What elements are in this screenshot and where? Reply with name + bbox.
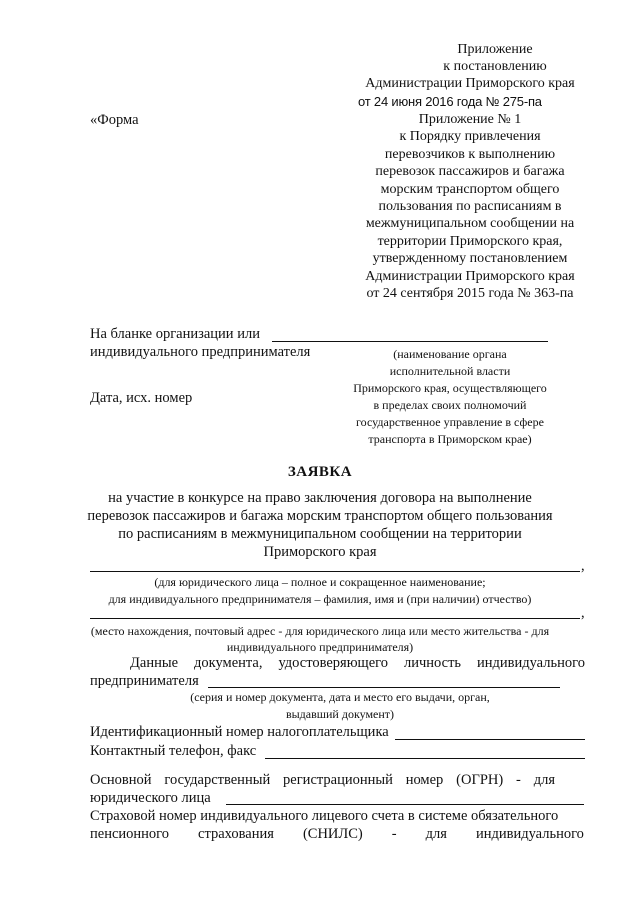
- id-doc-hint-2: выдавший документ): [285, 707, 395, 721]
- appendix-one-line: утвержденному постановлением: [372, 251, 568, 267]
- recipient-hint-line: в пределах своих полномочий: [373, 398, 527, 412]
- id-doc-label: предпринимателя: [90, 673, 199, 689]
- document-subtitle: [70, 489, 570, 561]
- appendix-one-line: морским транспортом общего: [380, 181, 560, 197]
- recipient-blank-line[interactable]: [272, 341, 548, 342]
- id-doc-hint-1: (серия и номер документа, дата и место его выдачи, орган,: [190, 690, 490, 704]
- appendix-one-line: межмуниципальном сообщении на: [365, 216, 575, 232]
- phone-line[interactable]: [265, 758, 585, 759]
- appendix-one-line: перевозок пассажиров и багажа: [375, 164, 565, 180]
- snils-label: Страховой номер индивидуального лицевого счета в системе обязательного: [90, 808, 559, 824]
- ogrn-label: юридического лица: [90, 790, 211, 806]
- appendix-one-line: территории Приморского края,: [377, 233, 563, 249]
- snils-word: индивидуального: [475, 826, 584, 842]
- subtitle-line: на участие в конкурсе на право заключения договора на выполнение: [108, 490, 532, 506]
- ogrn-word: государственный: [164, 772, 271, 788]
- address-hint-line-2: индивидуального предпринимателя): [226, 640, 414, 654]
- address-hint-line-1: (место нахождения, почтовый адрес - для юридического лица или место жительства - для: [90, 624, 550, 638]
- ogrn-word: для: [533, 772, 555, 788]
- appendix-one-line: к Порядку привлечения: [399, 129, 541, 145]
- subtitle-line: Приморского края: [263, 544, 377, 560]
- appendix-one-line: Приложение № 1: [418, 112, 522, 127]
- ogrn-line[interactable]: [226, 804, 584, 805]
- ogrn-word: Основной: [90, 772, 152, 788]
- appendix-authority: Администрации Приморского края: [365, 76, 575, 91]
- letterhead-label-2: индивидуального предпринимателя: [90, 344, 311, 360]
- ogrn-word: (ОГРН): [456, 772, 504, 788]
- snils-word: (СНИЛС): [302, 826, 363, 842]
- ogrn-word: регистрационный: [283, 772, 393, 788]
- id-doc-word: Данные: [130, 655, 179, 671]
- recipient-hint-line: транспорта в Приморском крае): [368, 432, 532, 446]
- date-number-label: Дата, исх. номер: [90, 390, 193, 406]
- resolution-stamp: от 24 июня 2016 года № 275-па: [358, 94, 542, 109]
- phone-label: Контактный телефон, факс: [90, 743, 257, 759]
- id-doc-word: личность: [403, 655, 462, 671]
- ogrn-word: -: [516, 772, 521, 788]
- line-end-comma: ,: [581, 605, 585, 621]
- recipient-hint-line: государственное управление в сфере: [356, 415, 544, 429]
- id-doc-word: удостоверяющего: [278, 655, 388, 671]
- ogrn-word: номер: [405, 772, 444, 788]
- snils-word: -: [391, 826, 397, 842]
- applicant-name-line[interactable]: [90, 571, 580, 572]
- appendix-one-line: от 24 сентября 2015 года № 363-па: [366, 285, 574, 301]
- snils-word: страхования: [198, 826, 274, 842]
- recipient-hint-line: (наименование органа: [393, 347, 507, 361]
- id-doc-line[interactable]: [208, 687, 560, 688]
- appendix-one-line: перевозчиков к выполнению: [384, 146, 556, 162]
- appendix-one-block: [350, 111, 590, 302]
- recipient-hint: [330, 346, 570, 448]
- snils-word: пенсионного: [90, 826, 170, 842]
- id-doc-word: документа,: [194, 655, 263, 671]
- id-doc-word: индивидуального: [476, 655, 585, 671]
- document-title: ЗАЯВКА: [287, 464, 353, 480]
- forma-label: «Форма: [90, 112, 139, 128]
- ogrn-row: [90, 772, 555, 789]
- appendix-subtitle: к постановлению: [443, 59, 547, 74]
- subtitle-line: по расписаниям в межмуниципальном сообщении на территории: [118, 526, 522, 542]
- letterhead-label: На бланке организации или: [90, 326, 260, 342]
- name-hint-line-1: (для юридического лица – полное и сокращенное наименование;: [154, 575, 486, 589]
- name-hint-line-2: для индивидуального предпринимателя – фамилия, имя и (при наличии) отчество): [108, 592, 532, 606]
- inn-line[interactable]: [395, 739, 585, 740]
- recipient-hint-line: исполнительной власти: [389, 364, 511, 378]
- snils-word: для: [425, 826, 447, 842]
- line-end-comma: ,: [581, 558, 585, 574]
- address-line[interactable]: [90, 618, 580, 619]
- appendix-title: Приложение: [457, 42, 533, 57]
- id-doc-row: [130, 655, 585, 672]
- recipient-hint-line: Приморского края, осуществляющего: [353, 381, 547, 395]
- subtitle-line: перевозок пассажиров и багажа морским транспортом общего пользования: [87, 508, 553, 524]
- appendix-one-line: пользования по расписаниям в: [378, 198, 562, 214]
- snils-row: [90, 826, 584, 843]
- inn-label: Идентификационный номер налогоплательщика: [90, 724, 389, 740]
- appendix-one-line: Администрации Приморского края: [365, 268, 575, 284]
